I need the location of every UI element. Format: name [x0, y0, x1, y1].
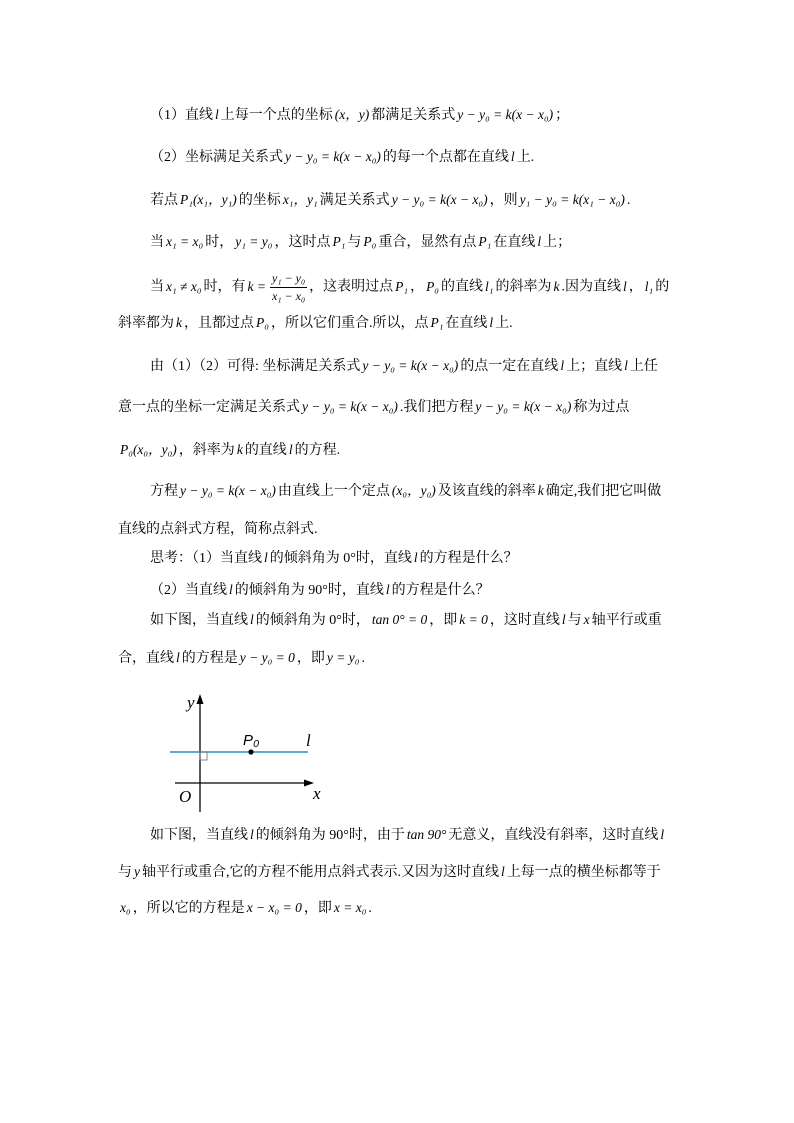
math-expression: (x₀，y₀) [391, 483, 436, 498]
text-segment: 方程 [150, 484, 178, 499]
text-segment: 如下图，当直线 [150, 613, 248, 628]
math-expression: k [537, 483, 544, 498]
math-expression: P₁ [332, 234, 346, 249]
text-segment: 满足关系式 [319, 193, 390, 208]
math-expression: y − y₀ = 0 [239, 650, 295, 665]
text-segment: 的方程是什么？ [391, 583, 490, 598]
text-segment: 的倾斜角为 90°时，直线 [234, 583, 384, 598]
text-segment: .我们把方程 [399, 400, 474, 415]
text-segment: 轴平行或重合,它的方程不能用点斜式表示.又因为这时直线 [142, 865, 499, 880]
text-segment: ， [628, 279, 643, 295]
text-segment: 直线的点斜式方程，简称点斜式. [118, 522, 318, 537]
text-line [150, 610, 662, 630]
text-segment: ，这表明过点 [309, 279, 394, 295]
math-expression: l [561, 612, 566, 627]
text-line [118, 313, 513, 333]
math-expression: l [385, 582, 390, 597]
text-segment: 的方程. [294, 443, 341, 458]
math-expression: l [624, 358, 628, 373]
text-line [150, 147, 534, 167]
text-segment: 上每一点的横坐标都等于 [506, 865, 661, 880]
math-expression: y₁ − y₀ = k(x₁ − x₀) [519, 192, 625, 207]
math-expression: l [250, 827, 254, 842]
text-segment: 的倾斜角为 90°时，由于 [255, 828, 405, 843]
text-segment: ，即 [303, 901, 332, 916]
text-line [150, 105, 569, 125]
text-segment: 的斜率为 [495, 279, 552, 295]
line-l-label: l [306, 731, 311, 750]
text-line [118, 862, 661, 882]
math-expression: l [229, 582, 233, 597]
text-line [150, 481, 661, 501]
y-axis-arrow [197, 694, 204, 704]
text-segment: ； [555, 108, 570, 123]
math-expression: l [215, 107, 219, 122]
math-expression: y − y₀ = k(x − x₀) [302, 399, 398, 414]
math-expression: l [622, 278, 627, 294]
text-segment: 当 [150, 279, 164, 295]
math-expression: y₁ = y₀ [235, 234, 273, 249]
text-line [150, 548, 518, 568]
math-expression: l₁ [644, 278, 654, 294]
math-expression: P₀(x₀，y₀) [120, 442, 177, 457]
point-p0 [248, 749, 253, 754]
text-segment: 与 [347, 235, 362, 250]
math-expression: tan 90° [406, 827, 447, 842]
text-segment: 意一点的坐标一定满足关系式 [118, 400, 300, 415]
text-segment: 如下图，当直线 [150, 828, 248, 843]
text-segment: . [626, 193, 631, 208]
text-segment: .因为直线 [561, 279, 621, 295]
math-expression: x − x₀ = 0 [246, 900, 302, 915]
text-segment: （2）当直线 [150, 583, 227, 598]
text-segment: ，则 [489, 193, 518, 208]
text-line [118, 440, 340, 460]
right-angle-marker [200, 752, 207, 760]
text-segment: ，所以它们重合.所以，点 [270, 316, 429, 331]
text-segment: 当 [150, 235, 164, 250]
math-expression: P₁(x₁，y₁) [180, 192, 237, 207]
text-segment: 都满足关系式 [371, 108, 456, 123]
text-segment: 上. [516, 150, 535, 165]
math-expression: P₁ [478, 234, 492, 249]
text-segment: 的直线 [441, 279, 484, 295]
math-expression: k = 0 [459, 612, 488, 627]
text-segment: 的点一定在直线 [460, 359, 559, 374]
text-segment: 与 [567, 613, 582, 628]
text-segment: 无意义，直线没有斜率，这时直线 [448, 828, 659, 843]
math-expression: P₁ [430, 315, 444, 330]
text-segment: 的坐标 [238, 193, 281, 208]
text-segment: ，这时点 [274, 235, 331, 250]
text-segment: 的方程是 [181, 651, 238, 666]
text-line [150, 190, 630, 210]
text-segment: 由（1）（2）可得: 坐标满足关系式 [150, 359, 361, 374]
text-line [150, 232, 571, 252]
text-segment: 与 [118, 865, 132, 880]
math-expression: k [176, 315, 182, 330]
text-segment: ，所以它的方程是 [132, 901, 245, 916]
math-expression: x₀ [120, 900, 131, 915]
math-expression: l [560, 358, 565, 373]
text-line [118, 397, 629, 417]
text-segment: 若点 [150, 193, 178, 208]
text-segment: 在直线 [445, 316, 488, 331]
text-segment: 的每一个点都在直线 [382, 150, 509, 165]
math-expression: l [510, 149, 515, 164]
text-segment: ，即 [429, 613, 458, 628]
fraction [270, 271, 307, 304]
text-segment: 的倾斜角为 0°时， [255, 613, 370, 628]
y-axis-label: y [187, 693, 195, 712]
math-expression: l [413, 550, 418, 565]
math-expression: l [264, 550, 268, 565]
text-segment: ，斜率为 [178, 443, 235, 458]
math-expression: y − y₀ = k(x − x₀) [180, 483, 276, 498]
math-expression: k [236, 442, 243, 457]
math-expression: l [176, 650, 180, 665]
math-expression: l [288, 442, 293, 457]
text-line [150, 580, 490, 600]
math-expression: y − y₀ = k(x − x₀) [362, 358, 459, 373]
text-segment: 称为过点 [573, 400, 630, 415]
text-segment: ， [410, 279, 425, 295]
coordinate-figure [160, 688, 330, 816]
text-segment: 的 [655, 279, 670, 295]
math-expression: x = x₀ [333, 900, 367, 915]
text-segment: 确定,我们把它叫做 [545, 484, 662, 499]
math-expression: y − y₀ = k(x − x₀) [285, 149, 381, 164]
math-expression: x₁ = x₀ [166, 234, 204, 249]
text-segment: 上每一个点的坐标 [220, 108, 333, 123]
text-segment: ，且都过点 [184, 316, 254, 331]
math-expression: y [134, 864, 140, 879]
text-segment: 斜率都为 [118, 316, 174, 331]
text-segment: 时， [205, 235, 234, 250]
math-expression: x₁ ≠ x₀ [166, 278, 202, 294]
text-segment: 上；直线 [566, 359, 623, 374]
math-expression: P₀ [426, 278, 440, 294]
math-expression: x₁，y₁ [282, 192, 318, 207]
math-expression: y − y₀ = k(x − x₀) [457, 107, 554, 122]
text-segment: 的倾斜角为 0°时，直线 [269, 551, 412, 566]
text-segment: . [368, 901, 372, 916]
text-line [150, 356, 658, 376]
text-segment: 上； [543, 235, 572, 250]
text-segment: 轴平行或重 [591, 613, 662, 628]
text-line [150, 825, 666, 845]
text-segment: 及该直线的斜率 [437, 484, 536, 499]
text-line [150, 271, 670, 303]
point-p0-label: P₀ [243, 732, 260, 749]
x-axis-label: x [313, 784, 321, 803]
math-expression: l [537, 234, 542, 249]
math-expression: x [583, 612, 590, 627]
text-segment: 的直线 [244, 443, 287, 458]
math-expression: k = [247, 278, 267, 294]
math-expression: y − y₀ = k(x − x₀) [391, 192, 488, 207]
math-expression: P₀ [363, 234, 377, 249]
text-segment: 重合，显然有点 [378, 235, 477, 250]
origin-label: O [179, 787, 192, 806]
text-segment: ，即 [296, 651, 325, 666]
fraction-denominator: x₁ − x₀ [272, 289, 306, 303]
math-expression: y = y₀ [326, 650, 360, 665]
text-line [118, 648, 365, 668]
text-segment: 时，有 [203, 279, 246, 295]
text-line [118, 898, 372, 918]
fraction-numerator: y₁ − y₀ [270, 271, 307, 288]
text-segment: 上任 [629, 359, 658, 374]
text-segment: （2）坐标满足关系式 [150, 150, 283, 165]
text-segment: 由直线上一个定点 [277, 484, 390, 499]
text-segment: 在直线 [493, 235, 536, 250]
math-expression: y − y₀ = k(x − x₀) [475, 399, 572, 414]
text-segment: 合，直线 [118, 651, 174, 666]
text-segment: 思考：（1）当直线 [150, 551, 262, 566]
text-segment: （1）直线 [150, 108, 213, 123]
text-line [118, 520, 318, 540]
math-expression: l [660, 827, 665, 842]
math-expression: l [501, 864, 505, 879]
math-expression: P₁ [395, 278, 409, 294]
text-segment: . [361, 651, 365, 666]
math-expression: l₁ [485, 278, 494, 294]
text-segment: 上. [495, 316, 513, 331]
math-expression: (x，y) [334, 107, 370, 122]
math-expression: k [553, 278, 560, 294]
math-expression: l [489, 315, 494, 330]
text-segment: ，这时直线 [489, 613, 560, 628]
math-expression: l [250, 612, 254, 627]
math-expression: tan 0° = 0 [371, 612, 428, 627]
text-segment: 的方程是什么？ [419, 551, 518, 566]
math-expression: P₀ [256, 315, 269, 330]
